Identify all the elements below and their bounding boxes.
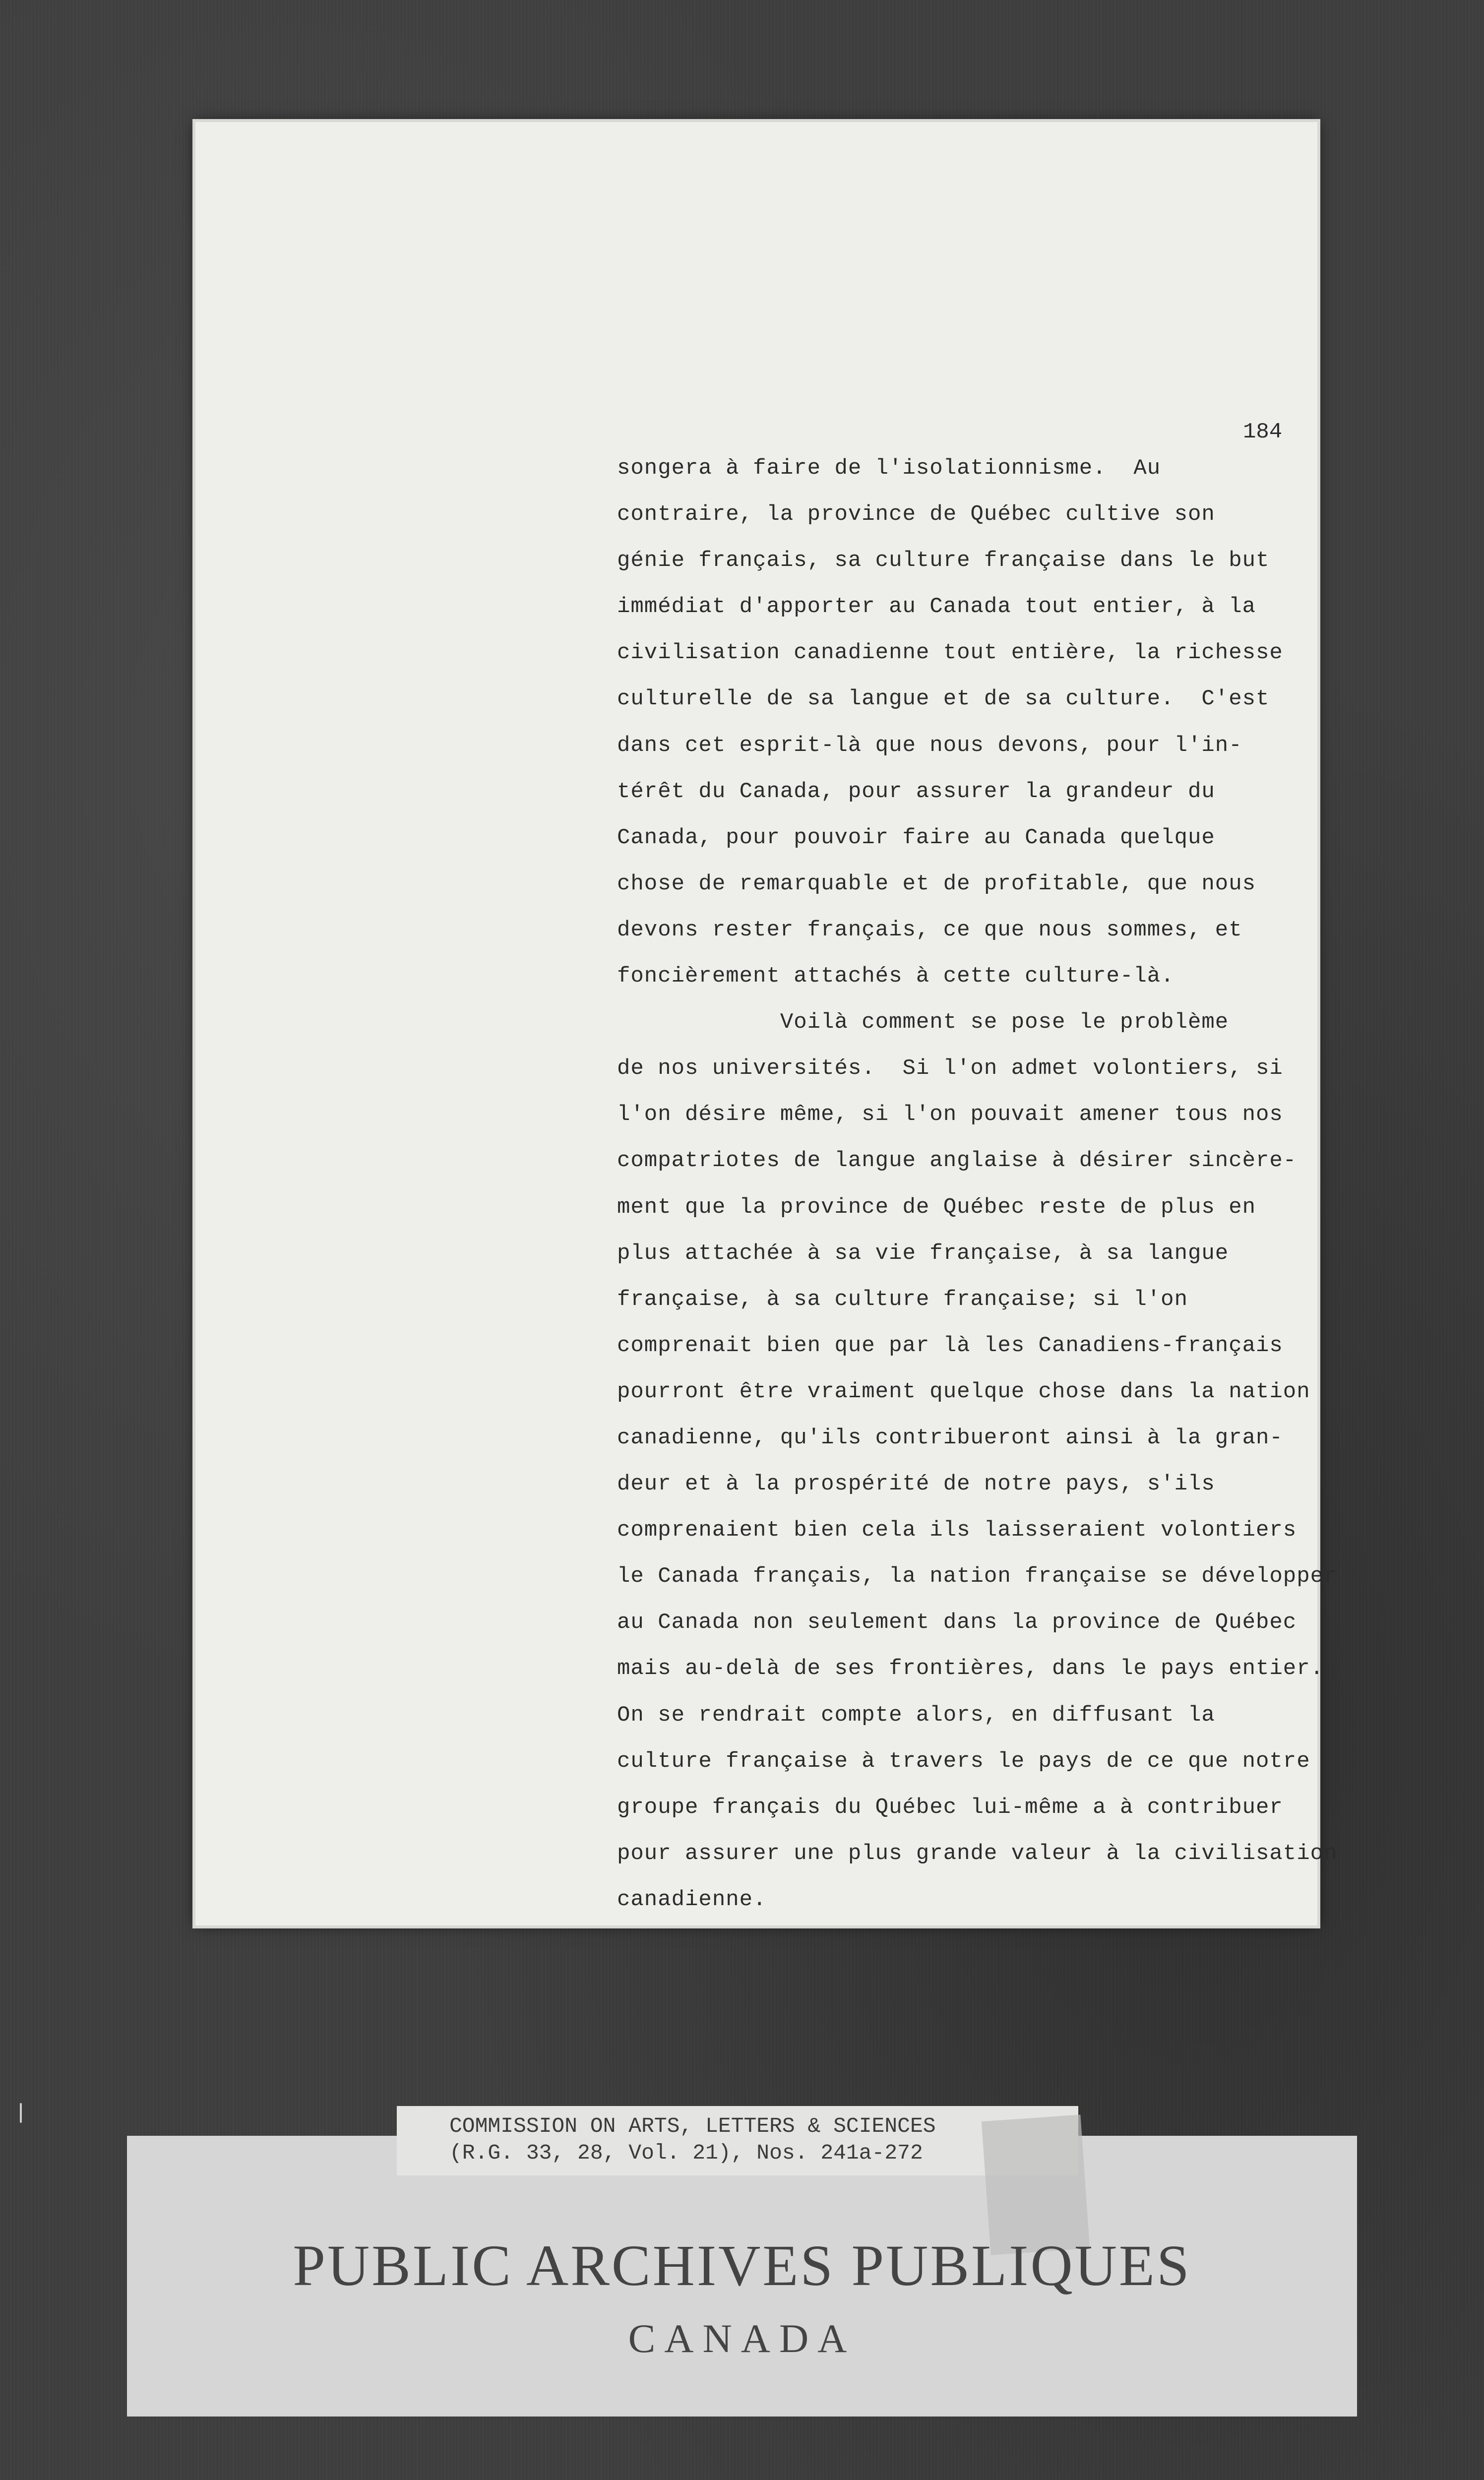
text-line: comprenaient bien cela ils laisseraient volontiers xyxy=(617,1518,1297,1543)
text-line: groupe français du Québec lui-même a à contribuer xyxy=(617,1795,1283,1820)
text-line: songera à faire de l'isolationnisme. Au xyxy=(617,456,1161,481)
text-line: foncièrement attachés à cette culture-là. xyxy=(617,964,1175,989)
typed-page xyxy=(195,122,1338,1925)
text-line: dans cet esprit-là que nous devons, pour l'in- xyxy=(617,733,1242,758)
text-line: comprenait bien que par là les Canadiens-français xyxy=(617,1333,1283,1358)
page-body xyxy=(617,445,1391,1923)
text-line: immédiat d'apporter au Canada tout entier, à la xyxy=(617,594,1256,620)
text-line: de nos universités. Si l'on admet volontiers, si xyxy=(617,1056,1283,1081)
text-line: Canada, pour pouvoir faire au Canada quelque xyxy=(617,825,1215,850)
text-line: devons rester français, ce que nous sommes, et xyxy=(617,917,1242,942)
text-line: au Canada non seulement dans la province de Québec xyxy=(617,1610,1297,1635)
reference-volume: (R.G. 33, 28, Vol. 21), Nos. 241a-272 xyxy=(449,2141,923,2165)
text-line: compatriotes de langue anglaise à désirer sincère- xyxy=(617,1148,1297,1174)
text-line: canadienne, qu'ils contribueront ainsi à la gran- xyxy=(617,1425,1283,1450)
text-line: pourront être vraiment quelque chose dans la nation xyxy=(617,1379,1310,1404)
text-line: plus attachée à sa vie française, à sa langue xyxy=(617,1240,1229,1266)
archive-country: CANADA xyxy=(628,2316,856,2361)
text-line: pour assurer une plus grande valeur à la civilisation xyxy=(617,1841,1338,1866)
text-line: canadienne. xyxy=(617,1887,767,1912)
page-number: 184 xyxy=(1243,420,1283,444)
text-line: culture française à travers le pays de ce que notre xyxy=(617,1748,1310,1774)
text-line: le Canada français, la nation française se développer xyxy=(617,1564,1338,1589)
text-line: culturelle de sa langue et de sa culture. C'est xyxy=(617,686,1270,712)
text-line: térêt du Canada, pour assurer la grandeur du xyxy=(617,779,1215,804)
text-line: française, à sa culture française; si l'on xyxy=(617,1287,1188,1312)
text-line: génie français, sa culture française dans le but xyxy=(617,548,1270,573)
text-line: l'on désire même, si l'on pouvait amener tous nos xyxy=(617,1102,1283,1127)
film-speck xyxy=(20,2103,22,2123)
archive-title: PUBLIC ARCHIVES PUBLIQUES xyxy=(293,2233,1191,2298)
text-line: On se rendrait compte alors, en diffusant la xyxy=(617,1702,1215,1728)
text-line: civilisation canadienne tout entière, la richesse xyxy=(617,640,1283,666)
text-line: mais au-delà de ses frontières, dans le pays entier. xyxy=(617,1656,1324,1681)
reference-collection: COMMISSION ON ARTS, LETTERS & SCIENCES xyxy=(449,2114,936,2138)
text-line: deur et à la prospérité de notre pays, s'ils xyxy=(617,1472,1215,1497)
text-line: contraire, la province de Québec cultive son xyxy=(617,502,1215,527)
text-line: Voilà comment se pose le problème xyxy=(617,1010,1229,1035)
text-line: chose de remarquable et de profitable, que nous xyxy=(617,871,1256,896)
text-line: ment que la province de Québec reste de plus en xyxy=(617,1194,1256,1220)
